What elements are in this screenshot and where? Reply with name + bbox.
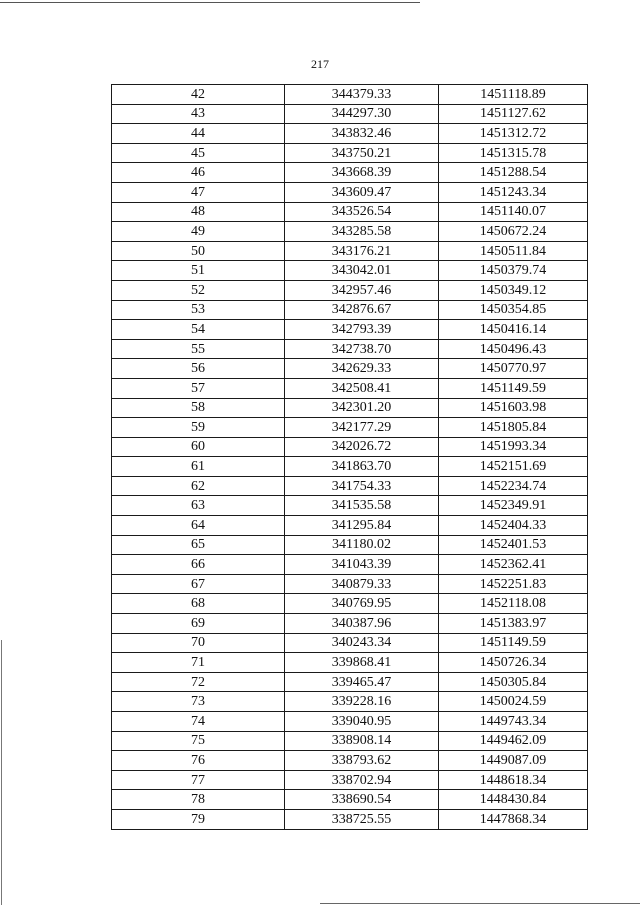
- coordinates-table: [111, 84, 588, 830]
- point-number-cell: 56: [112, 359, 285, 379]
- x-coordinate-cell: 342793.39: [285, 320, 439, 340]
- table-row: [112, 280, 588, 300]
- y-coordinate-cell: 1451118.89: [439, 85, 588, 105]
- table-row: [112, 163, 588, 183]
- x-coordinate-cell: 342876.67: [285, 300, 439, 320]
- x-coordinate-cell: 342508.41: [285, 378, 439, 398]
- x-coordinate-cell: 338908.14: [285, 731, 439, 751]
- table-row: [112, 85, 588, 105]
- y-coordinate-cell: 1451243.34: [439, 182, 588, 202]
- y-coordinate-cell: 1450305.84: [439, 672, 588, 692]
- table-row: [112, 202, 588, 222]
- x-coordinate-cell: 343285.58: [285, 222, 439, 242]
- point-number-cell: 54: [112, 320, 285, 340]
- y-coordinate-cell: 1452349.91: [439, 496, 588, 516]
- table-row: [112, 535, 588, 555]
- table-row: [112, 182, 588, 202]
- point-number-cell: 78: [112, 790, 285, 810]
- x-coordinate-cell: 343750.21: [285, 143, 439, 163]
- table-row: [112, 614, 588, 634]
- y-coordinate-cell: 1452234.74: [439, 476, 588, 496]
- x-coordinate-cell: 341295.84: [285, 516, 439, 536]
- y-coordinate-cell: 1447868.34: [439, 809, 588, 829]
- table-row: [112, 143, 588, 163]
- table-row: [112, 241, 588, 261]
- x-coordinate-cell: 342957.46: [285, 280, 439, 300]
- x-coordinate-cell: 342026.72: [285, 437, 439, 457]
- table-row: [112, 712, 588, 732]
- y-coordinate-cell: 1450349.12: [439, 280, 588, 300]
- x-coordinate-cell: 341043.39: [285, 555, 439, 575]
- x-coordinate-cell: 343832.46: [285, 124, 439, 144]
- x-coordinate-cell: 344379.33: [285, 85, 439, 105]
- y-coordinate-cell: 1451127.62: [439, 104, 588, 124]
- y-coordinate-cell: 1451315.78: [439, 143, 588, 163]
- x-coordinate-cell: 339868.41: [285, 653, 439, 673]
- x-coordinate-cell: 340769.95: [285, 594, 439, 614]
- x-coordinate-cell: 341535.58: [285, 496, 439, 516]
- scan-border-bottom: [320, 903, 640, 904]
- x-coordinate-cell: 343526.54: [285, 202, 439, 222]
- y-coordinate-cell: 1450379.74: [439, 261, 588, 281]
- y-coordinate-cell: 1448618.34: [439, 770, 588, 790]
- table-row: [112, 770, 588, 790]
- x-coordinate-cell: 338725.55: [285, 809, 439, 829]
- x-coordinate-cell: 344297.30: [285, 104, 439, 124]
- x-coordinate-cell: 338702.94: [285, 770, 439, 790]
- x-coordinate-cell: 340387.96: [285, 614, 439, 634]
- x-coordinate-cell: 341863.70: [285, 457, 439, 477]
- y-coordinate-cell: 1451993.34: [439, 437, 588, 457]
- y-coordinate-cell: 1452118.08: [439, 594, 588, 614]
- point-number-cell: 59: [112, 418, 285, 438]
- scan-border-top: [0, 2, 420, 3]
- point-number-cell: 74: [112, 712, 285, 732]
- point-number-cell: 77: [112, 770, 285, 790]
- point-number-cell: 47: [112, 182, 285, 202]
- table-row: [112, 809, 588, 829]
- y-coordinate-cell: 1450416.14: [439, 320, 588, 340]
- point-number-cell: 60: [112, 437, 285, 457]
- table-row: [112, 398, 588, 418]
- table-row: [112, 574, 588, 594]
- table-row: [112, 339, 588, 359]
- x-coordinate-cell: 342738.70: [285, 339, 439, 359]
- y-coordinate-cell: 1451312.72: [439, 124, 588, 144]
- table-row: [112, 790, 588, 810]
- table-row: [112, 751, 588, 771]
- y-coordinate-cell: 1450496.43: [439, 339, 588, 359]
- x-coordinate-cell: 342629.33: [285, 359, 439, 379]
- table-row: [112, 653, 588, 673]
- x-coordinate-cell: 340879.33: [285, 574, 439, 594]
- table-row: [112, 476, 588, 496]
- x-coordinate-cell: 343176.21: [285, 241, 439, 261]
- point-number-cell: 46: [112, 163, 285, 183]
- x-coordinate-cell: 341754.33: [285, 476, 439, 496]
- table-row: [112, 496, 588, 516]
- point-number-cell: 61: [112, 457, 285, 477]
- y-coordinate-cell: 1448430.84: [439, 790, 588, 810]
- x-coordinate-cell: 338690.54: [285, 790, 439, 810]
- coordinates-table-body: [112, 85, 588, 830]
- y-coordinate-cell: 1449462.09: [439, 731, 588, 751]
- scan-border-left: [1, 640, 2, 905]
- point-number-cell: 55: [112, 339, 285, 359]
- y-coordinate-cell: 1451149.59: [439, 633, 588, 653]
- point-number-cell: 57: [112, 378, 285, 398]
- table-row: [112, 555, 588, 575]
- table-row: [112, 516, 588, 536]
- point-number-cell: 63: [112, 496, 285, 516]
- point-number-cell: 66: [112, 555, 285, 575]
- table-row: [112, 418, 588, 438]
- point-number-cell: 50: [112, 241, 285, 261]
- x-coordinate-cell: 342301.20: [285, 398, 439, 418]
- point-number-cell: 75: [112, 731, 285, 751]
- table-row: [112, 261, 588, 281]
- table-row: [112, 594, 588, 614]
- point-number-cell: 49: [112, 222, 285, 242]
- point-number-cell: 48: [112, 202, 285, 222]
- point-number-cell: 52: [112, 280, 285, 300]
- point-number-cell: 72: [112, 672, 285, 692]
- point-number-cell: 43: [112, 104, 285, 124]
- point-number-cell: 65: [112, 535, 285, 555]
- x-coordinate-cell: 343042.01: [285, 261, 439, 281]
- point-number-cell: 62: [112, 476, 285, 496]
- table-row: [112, 359, 588, 379]
- table-row: [112, 104, 588, 124]
- y-coordinate-cell: 1452401.53: [439, 535, 588, 555]
- table-row: [112, 672, 588, 692]
- y-coordinate-cell: 1450770.97: [439, 359, 588, 379]
- y-coordinate-cell: 1451140.07: [439, 202, 588, 222]
- y-coordinate-cell: 1449087.09: [439, 751, 588, 771]
- table-row: [112, 378, 588, 398]
- x-coordinate-cell: 339040.95: [285, 712, 439, 732]
- point-number-cell: 45: [112, 143, 285, 163]
- point-number-cell: 58: [112, 398, 285, 418]
- y-coordinate-cell: 1452404.33: [439, 516, 588, 536]
- y-coordinate-cell: 1450024.59: [439, 692, 588, 712]
- table-row: [112, 731, 588, 751]
- x-coordinate-cell: 339228.16: [285, 692, 439, 712]
- point-number-cell: 70: [112, 633, 285, 653]
- point-number-cell: 44: [112, 124, 285, 144]
- y-coordinate-cell: 1451288.54: [439, 163, 588, 183]
- point-number-cell: 68: [112, 594, 285, 614]
- y-coordinate-cell: 1451805.84: [439, 418, 588, 438]
- y-coordinate-cell: 1450354.85: [439, 300, 588, 320]
- point-number-cell: 53: [112, 300, 285, 320]
- x-coordinate-cell: 339465.47: [285, 672, 439, 692]
- point-number-cell: 69: [112, 614, 285, 634]
- point-number-cell: 71: [112, 653, 285, 673]
- y-coordinate-cell: 1452362.41: [439, 555, 588, 575]
- y-coordinate-cell: 1450726.34: [439, 653, 588, 673]
- point-number-cell: 76: [112, 751, 285, 771]
- page-number: 217: [311, 57, 329, 71]
- point-number-cell: 79: [112, 809, 285, 829]
- table-row: [112, 124, 588, 144]
- x-coordinate-cell: 338793.62: [285, 751, 439, 771]
- x-coordinate-cell: 341180.02: [285, 535, 439, 555]
- y-coordinate-cell: 1450672.24: [439, 222, 588, 242]
- table-row: [112, 300, 588, 320]
- x-coordinate-cell: 343609.47: [285, 182, 439, 202]
- point-number-cell: 73: [112, 692, 285, 712]
- y-coordinate-cell: 1451603.98: [439, 398, 588, 418]
- table-row: [112, 320, 588, 340]
- y-coordinate-cell: 1451149.59: [439, 378, 588, 398]
- point-number-cell: 64: [112, 516, 285, 536]
- y-coordinate-cell: 1449743.34: [439, 712, 588, 732]
- table-row: [112, 633, 588, 653]
- table-row: [112, 457, 588, 477]
- point-number-cell: 67: [112, 574, 285, 594]
- x-coordinate-cell: 342177.29: [285, 418, 439, 438]
- y-coordinate-cell: 1452251.83: [439, 574, 588, 594]
- point-number-cell: 51: [112, 261, 285, 281]
- y-coordinate-cell: 1450511.84: [439, 241, 588, 261]
- y-coordinate-cell: 1451383.97: [439, 614, 588, 634]
- y-coordinate-cell: 1452151.69: [439, 457, 588, 477]
- point-number-cell: 42: [112, 85, 285, 105]
- table-row: [112, 437, 588, 457]
- table-row: [112, 222, 588, 242]
- x-coordinate-cell: 343668.39: [285, 163, 439, 183]
- table-row: [112, 692, 588, 712]
- x-coordinate-cell: 340243.34: [285, 633, 439, 653]
